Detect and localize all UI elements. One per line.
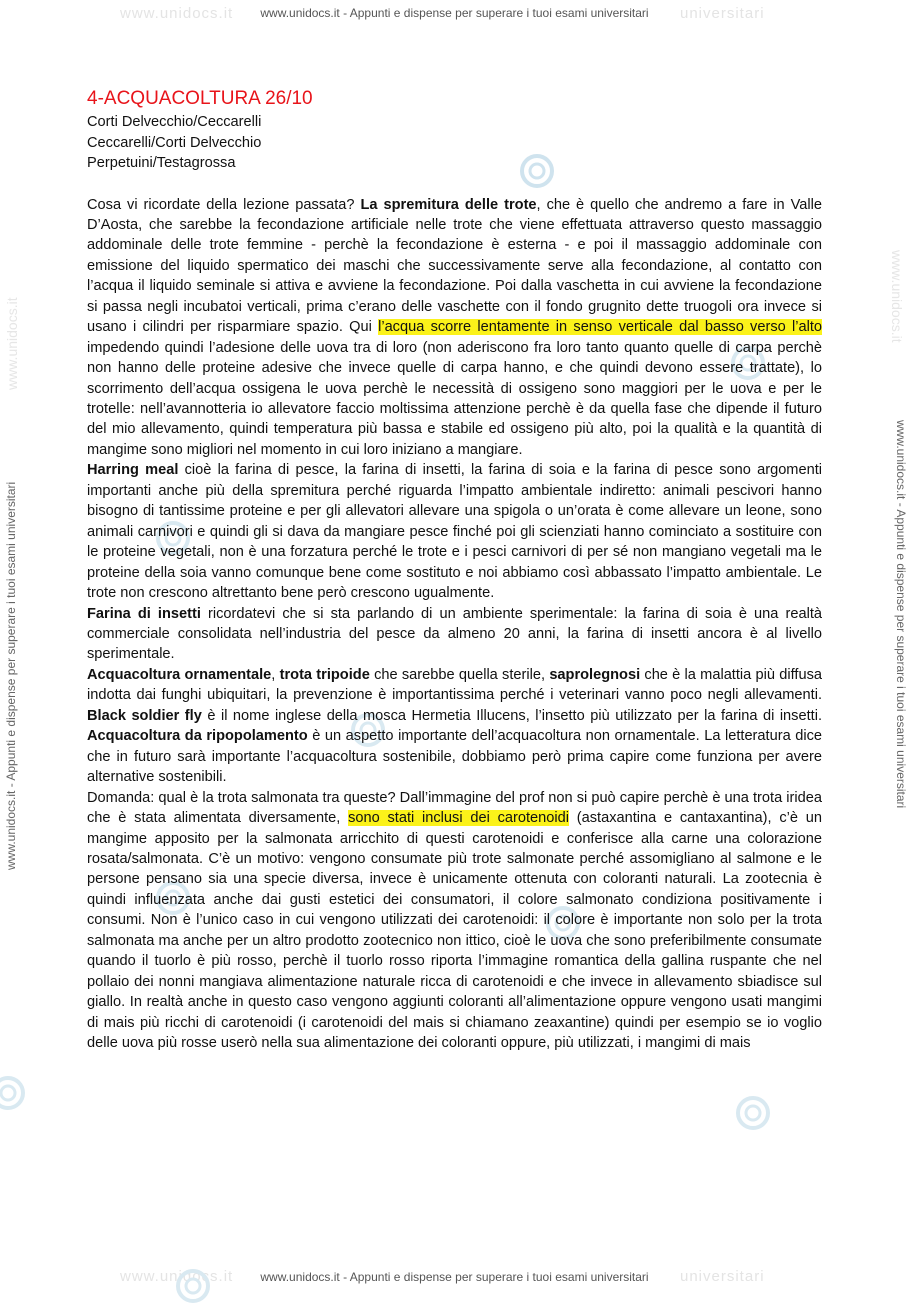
body-paragraph [87, 788, 822, 1054]
unidocs-logo-icon [0, 1075, 26, 1111]
right-side-watermark: www.unidocs.it - Appunti e dispense per superare i tuoi esami universitari [894, 420, 908, 809]
header-ghost-left: www.unidocs.it [120, 5, 234, 22]
text-run: è un aspetto importante dell’acquacoltura non ornamentale. La letteratura dice che in futuro sarà importante l’acquacoltura sostenibile, dobbiamo però prima capire come funziona per avere alternative sostenibili. [87, 728, 822, 786]
author-line: Perpetuini/Testagrossa [87, 155, 236, 171]
highlighted-text: l’acqua scorre lentamente in senso verticale dal basso verso l’alto [378, 319, 822, 336]
right-side-ghost: www.unidocs.it [889, 250, 905, 343]
document-content [87, 88, 822, 1054]
page-footer-watermark: www.unidocs.it - Appunti e dispense per superare i tuoi esami universitari [260, 1270, 649, 1284]
left-side-watermark: www.unidocs.it - Appunti e dispense per superare i tuoi esami universitari [4, 481, 18, 870]
page-title: 4-ACQUACOLTURA 26/10 [87, 88, 313, 109]
bold-term: La spremitura delle trote [360, 196, 537, 213]
text-run: , che è quello che andremo a fare in Valle D’Aosta, che sarebbe la fecondazione artificiale nelle trote che viene effettuata attraverso questo massaggio addominale delle trote femmine - perchè la fecondazione è esterna - e poi il massaggio addominale con emissione del liquido spermatico dei maschi che successivamente serve alla fecondazione, al contatto con l’acqua il liquido seminale si attiva e avviene la fecondazione. Poi dalla vaschetta in cui avviene la fecondazione si passa negli incubatoi verticali, prima c’erano delle vaschette con il fondo grugnito dette truogoli ora invece si usano i cilindri per risparmiare spazio. Qui [87, 196, 823, 336]
highlighted-text: sono stati inclusi dei carotenoidi [348, 810, 569, 827]
text-run: Cosa vi ricordate della lezione passata? [87, 196, 361, 213]
page-header-watermark: www.unidocs.it - Appunti e dispense per superare i tuoi esami universitari [260, 6, 649, 20]
unidocs-logo-icon [175, 1268, 211, 1304]
bold-term: Farina di insetti [87, 605, 201, 622]
unidocs-logo-icon [735, 1095, 771, 1131]
text-run: cioè la farina di pesce, la farina di insetti, la farina di soia e la farina di pesce sono argomenti importanti anche più della spremitura perché riguarda l’impatto ambientale indiretto: animali pescivori hanno bisogno di tantissime proteine e per gli allevatori allevare una spigola o un’orata è come allevare un leone, sono animali carnivori e quindi gli si dava da mangiare pesce finché poi gli scienziati hanno cominciato a sostituire con le proteine vegetali, non è una forzatura perché le trote e i pesci carnivori di per sé non mangiano vegetali ma le proteine della soia vanno comunque bene come sostituto e noi abbiamo così abbassato l’impatto ambientale. Le trote non crescono altrettanto bene però crescono ugualmente. [87, 462, 822, 602]
header-ghost-right: universitari [680, 5, 765, 22]
text-run: che è la malattia più diffusa indotta dai funghi ubiquitari, la prevenzione è importantissima perché i veterinari vanno poco negli allevamenti. [87, 666, 822, 704]
body-paragraph [87, 460, 822, 603]
bold-term: Harring meal [87, 462, 179, 479]
bold-term: Acquacoltura ornamentale [87, 666, 272, 683]
author-line: Corti Delvecchio/Ceccarelli [87, 114, 262, 130]
text-run: ricordatevi che si sta parlando di un ambiente sperimentale: la farina di soia è una realtà commerciale consolidata nell’industria del pesce da almeno 20 anni, la farina di insetti ancora è al livello sperimentale. [87, 605, 822, 663]
bold-term: saprolegnosi [549, 666, 641, 683]
text-run: , [271, 666, 280, 683]
bold-term: trota tripoide [279, 666, 370, 683]
body-paragraph [87, 604, 822, 665]
text-run: impedendo quindi l’adesione delle uova tra di loro (non aderiscono fra loro tanto quanto quelle di carpa perchè non hanno delle proteine adesive che invece quelle di carpa hanno, e che quindi devono essere trattate), lo scorrimento dell’acqua ossigena le uova perchè le necessità di ossigeno sono maggiori per le uova e per le trotelle: nell’avannotteria io allevatore faccio moltissima attenzione perchè è da quella fase che dipende il futuro del mio allevamento, quindi temperatura più bassa e stabile ed ossigeno più alto, poi la qualità e la quantità di mangime sono migliori nel momento in cui loro iniziano a mangiare. [87, 339, 822, 458]
body-paragraph [87, 195, 822, 461]
bold-term: Acquacoltura da ripopolamento [87, 728, 308, 745]
left-side-ghost: www.unidocs.it [4, 297, 20, 390]
text-run: è il nome inglese della mosca Hermetia Illucens, l’insetto più utilizzato per la farina di insetti. [201, 707, 822, 724]
footer-ghost-left: www.unidocs.it [120, 1268, 234, 1285]
footer-ghost-right: universitari [680, 1268, 765, 1285]
text-run: Domanda: qual è la trota salmonata tra queste? Dall’immagine del prof non si può capire perchè è una trota iridea che è stata alimentata diversamente, [87, 789, 822, 827]
bold-term: Black soldier fly [87, 707, 202, 724]
text-run: che sarebbe quella sterile, [369, 666, 550, 683]
document-body [87, 195, 822, 1054]
author-line: Ceccarelli/Corti Delvecchio [87, 134, 262, 151]
body-paragraph [87, 665, 822, 788]
text-run: (astaxantina e cantaxantina), c’è un mangime apposito per la salmonata arricchito di questi carotenoidi e conferisce alla carne una colorazione rosata/salmonata. C’è un motivo: vengono consumate più trote salmonate perché assomigliano al salmone e le persone pensano sia una specie diversa, invece è unicamente ottenuta con coloranti naturali. La zootecnia è quindi influenzata anche dai gusti estetici dei consumatori, il colore salmonato condiziona positivamente i consumi. Non è l’unico caso in cui vengono utilizzati dei carotenoidi: il colore è importante non solo per la trota salmonata ma anche per un altro prodotto zootecnico non ittico, cioè le uova che sono preferibilmente consumate quando il tuorlo è più rosso, perchè il tuorlo rosso riporta l’immagine romantica della gallina ruspante che nel pollaio dei nonni mangiava alimentazione naturale ricca di carotenoidi e che invece in allevamento sbiadisce sul giallo. In realtà anche in questo caso vengono aggiunti coloranti all’alimentazione oppure vengono usati mangimi di mais più ricchi di carotenoidi (i carotenoidi del mais si chiamano zeaxantine) quindi per esempio se io voglio delle uova più rosse userò nella sua alimentazione dei coloranti oppure, più utilizzati, i mangimi di mais [87, 810, 822, 1052]
